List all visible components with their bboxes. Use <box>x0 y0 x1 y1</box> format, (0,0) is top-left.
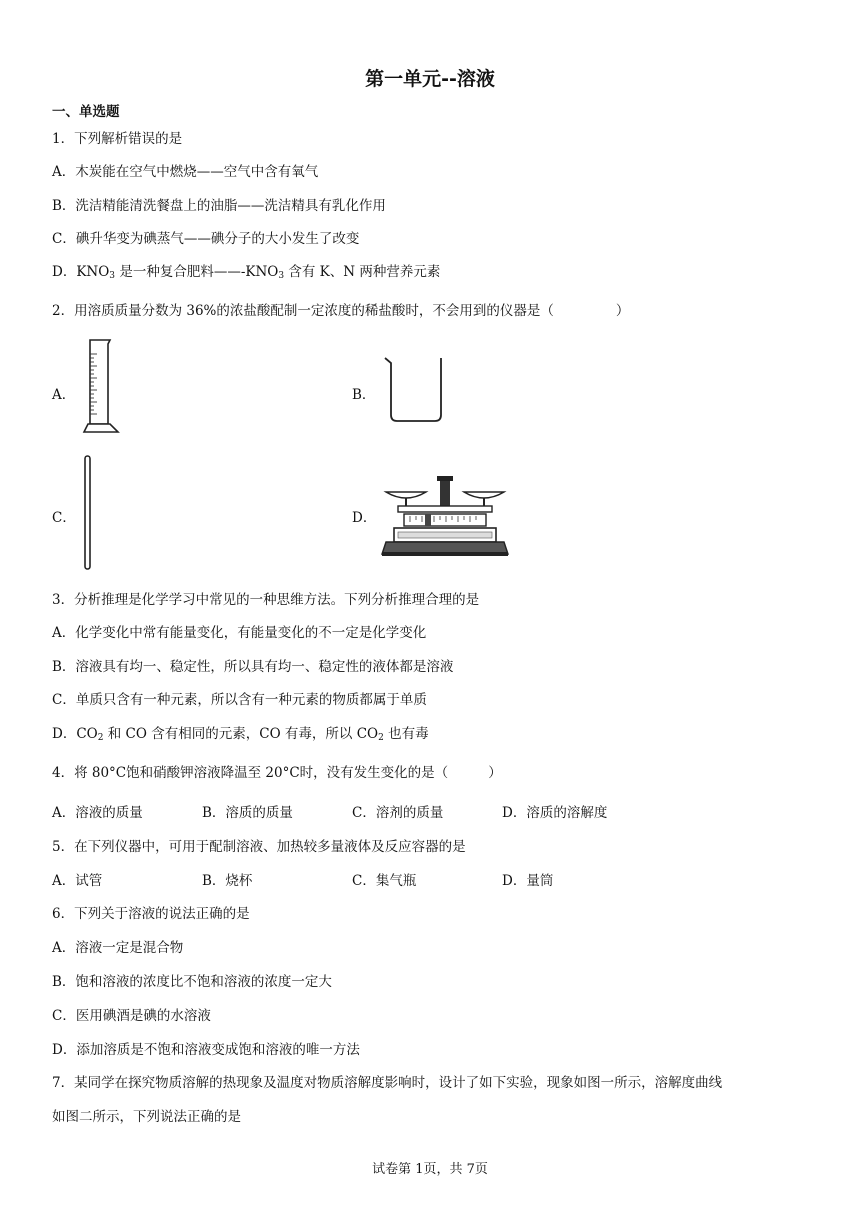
q7-line-2: 如图二所示，下列说法正确的是 <box>52 1109 241 1125</box>
q1-option-d <box>52 263 440 281</box>
q2-stem-post: ） <box>615 303 630 319</box>
q3-d-sub: 2 <box>97 733 104 743</box>
q2-stem <box>52 302 629 320</box>
q5-stem: 5．在下列仪器中，可用于配制溶液、加热较多量液体及反应容器的是 <box>52 839 466 855</box>
q7-line-1: 7．某同学在探究物质溶解的热现象及温度对物质溶解度影响时，设计了如下实验，现象如图一所示，溶解度曲线 <box>52 1075 723 1091</box>
q1-option-c: C．碘升华变为碘蒸气——碘分子的大小发生了改变 <box>52 231 360 247</box>
q4-option-a: A．溶液的质量 <box>52 805 143 821</box>
q3-option-b: B．溶液具有均一、稳定性，所以具有均一、稳定性的液体都是溶液 <box>52 659 454 675</box>
q1-d-mid: 是一种复合肥料——-KNO <box>115 264 279 280</box>
q2-option-c: C． <box>52 510 76 526</box>
q1-option-a: A．木炭能在空气中燃烧——空气中含有氧气 <box>52 164 319 180</box>
q2-option-d: D． <box>352 510 377 526</box>
q1-d-sub2: 3 <box>278 271 285 281</box>
q1-option-b: B．洗洁精能清洗餐盘上的油脂——洗洁精具有乳化作用 <box>52 198 386 214</box>
q6-option-b: B．饱和溶液的浓度比不饱和溶液的浓度一定大 <box>52 974 332 990</box>
q1-d-post: 含有 K、N 两种营养元素 <box>284 264 441 280</box>
q1-d-sub: 3 <box>109 271 116 281</box>
q1-stem: 1．下列解析错误的是 <box>52 131 183 147</box>
q2-option-b: B． <box>352 387 376 403</box>
q5-option-c: C．集气瓶 <box>352 873 417 889</box>
q3-stem: 3．分析推理是化学学习中常见的一种思维方法。下列分析推理合理的是 <box>52 592 480 608</box>
q3-d-mid: 和 CO 含有相同的元素，CO 有毒，所以 CO <box>103 726 379 742</box>
q4-stem-post: ） <box>488 765 502 781</box>
balance-scale-icon <box>380 474 510 558</box>
q5-option-a: A．试管 <box>52 873 103 889</box>
section-heading: 一、单选题 <box>52 104 120 120</box>
q5-option-d: D．量筒 <box>502 873 554 889</box>
graduated-cylinder-icon <box>80 338 122 436</box>
q3-d-sub2: 2 <box>378 733 384 743</box>
q4-stem <box>52 764 502 782</box>
q3-option-c: C．单质只含有一种元素，所以含有一种元素的物质都属于单质 <box>52 692 427 708</box>
beaker-icon <box>382 353 448 425</box>
q6-stem: 6．下列关于溶液的说法正确的是 <box>52 906 250 922</box>
q3-d-pre: D．CO <box>52 726 98 742</box>
q6-option-c: C．医用碘酒是碘的水溶液 <box>52 1008 211 1024</box>
q5-option-b: B．烧杯 <box>202 873 253 889</box>
q4-option-b: B．溶质的质量 <box>202 805 293 821</box>
q2-option-a: A． <box>52 387 76 403</box>
page-footer: 试卷第 1页，共 7页 <box>372 1162 488 1177</box>
q4-option-d: D．溶质的溶解度 <box>502 805 608 821</box>
q1-d-pre: D．KNO <box>52 264 110 280</box>
q4-option-c: C．溶剂的质量 <box>352 805 444 821</box>
q6-option-d: D．添加溶质是不饱和溶液变成饱和溶液的唯一方法 <box>52 1042 360 1058</box>
page-title: 第一单元--溶液 <box>365 68 495 90</box>
q2-stem-pre: 2．用溶质质量分数为 36%的浓盐酸配制一定浓度的稀盐酸时，不会用到的仪器是（ <box>52 303 554 319</box>
q4-stem-pre: 4．将 80°C饱和硝酸钾溶液降温至 20°C时，没有发生变化的是（ <box>52 765 449 781</box>
q3-option-d <box>52 725 429 743</box>
q3-d-post: 也有毒 <box>383 726 429 742</box>
q3-option-a: A．化学变化中常有能量变化，有能量变化的不一定是化学变化 <box>52 625 427 641</box>
glass-rod-icon <box>82 454 94 572</box>
q6-option-a: A．溶液一定是混合物 <box>52 940 184 956</box>
